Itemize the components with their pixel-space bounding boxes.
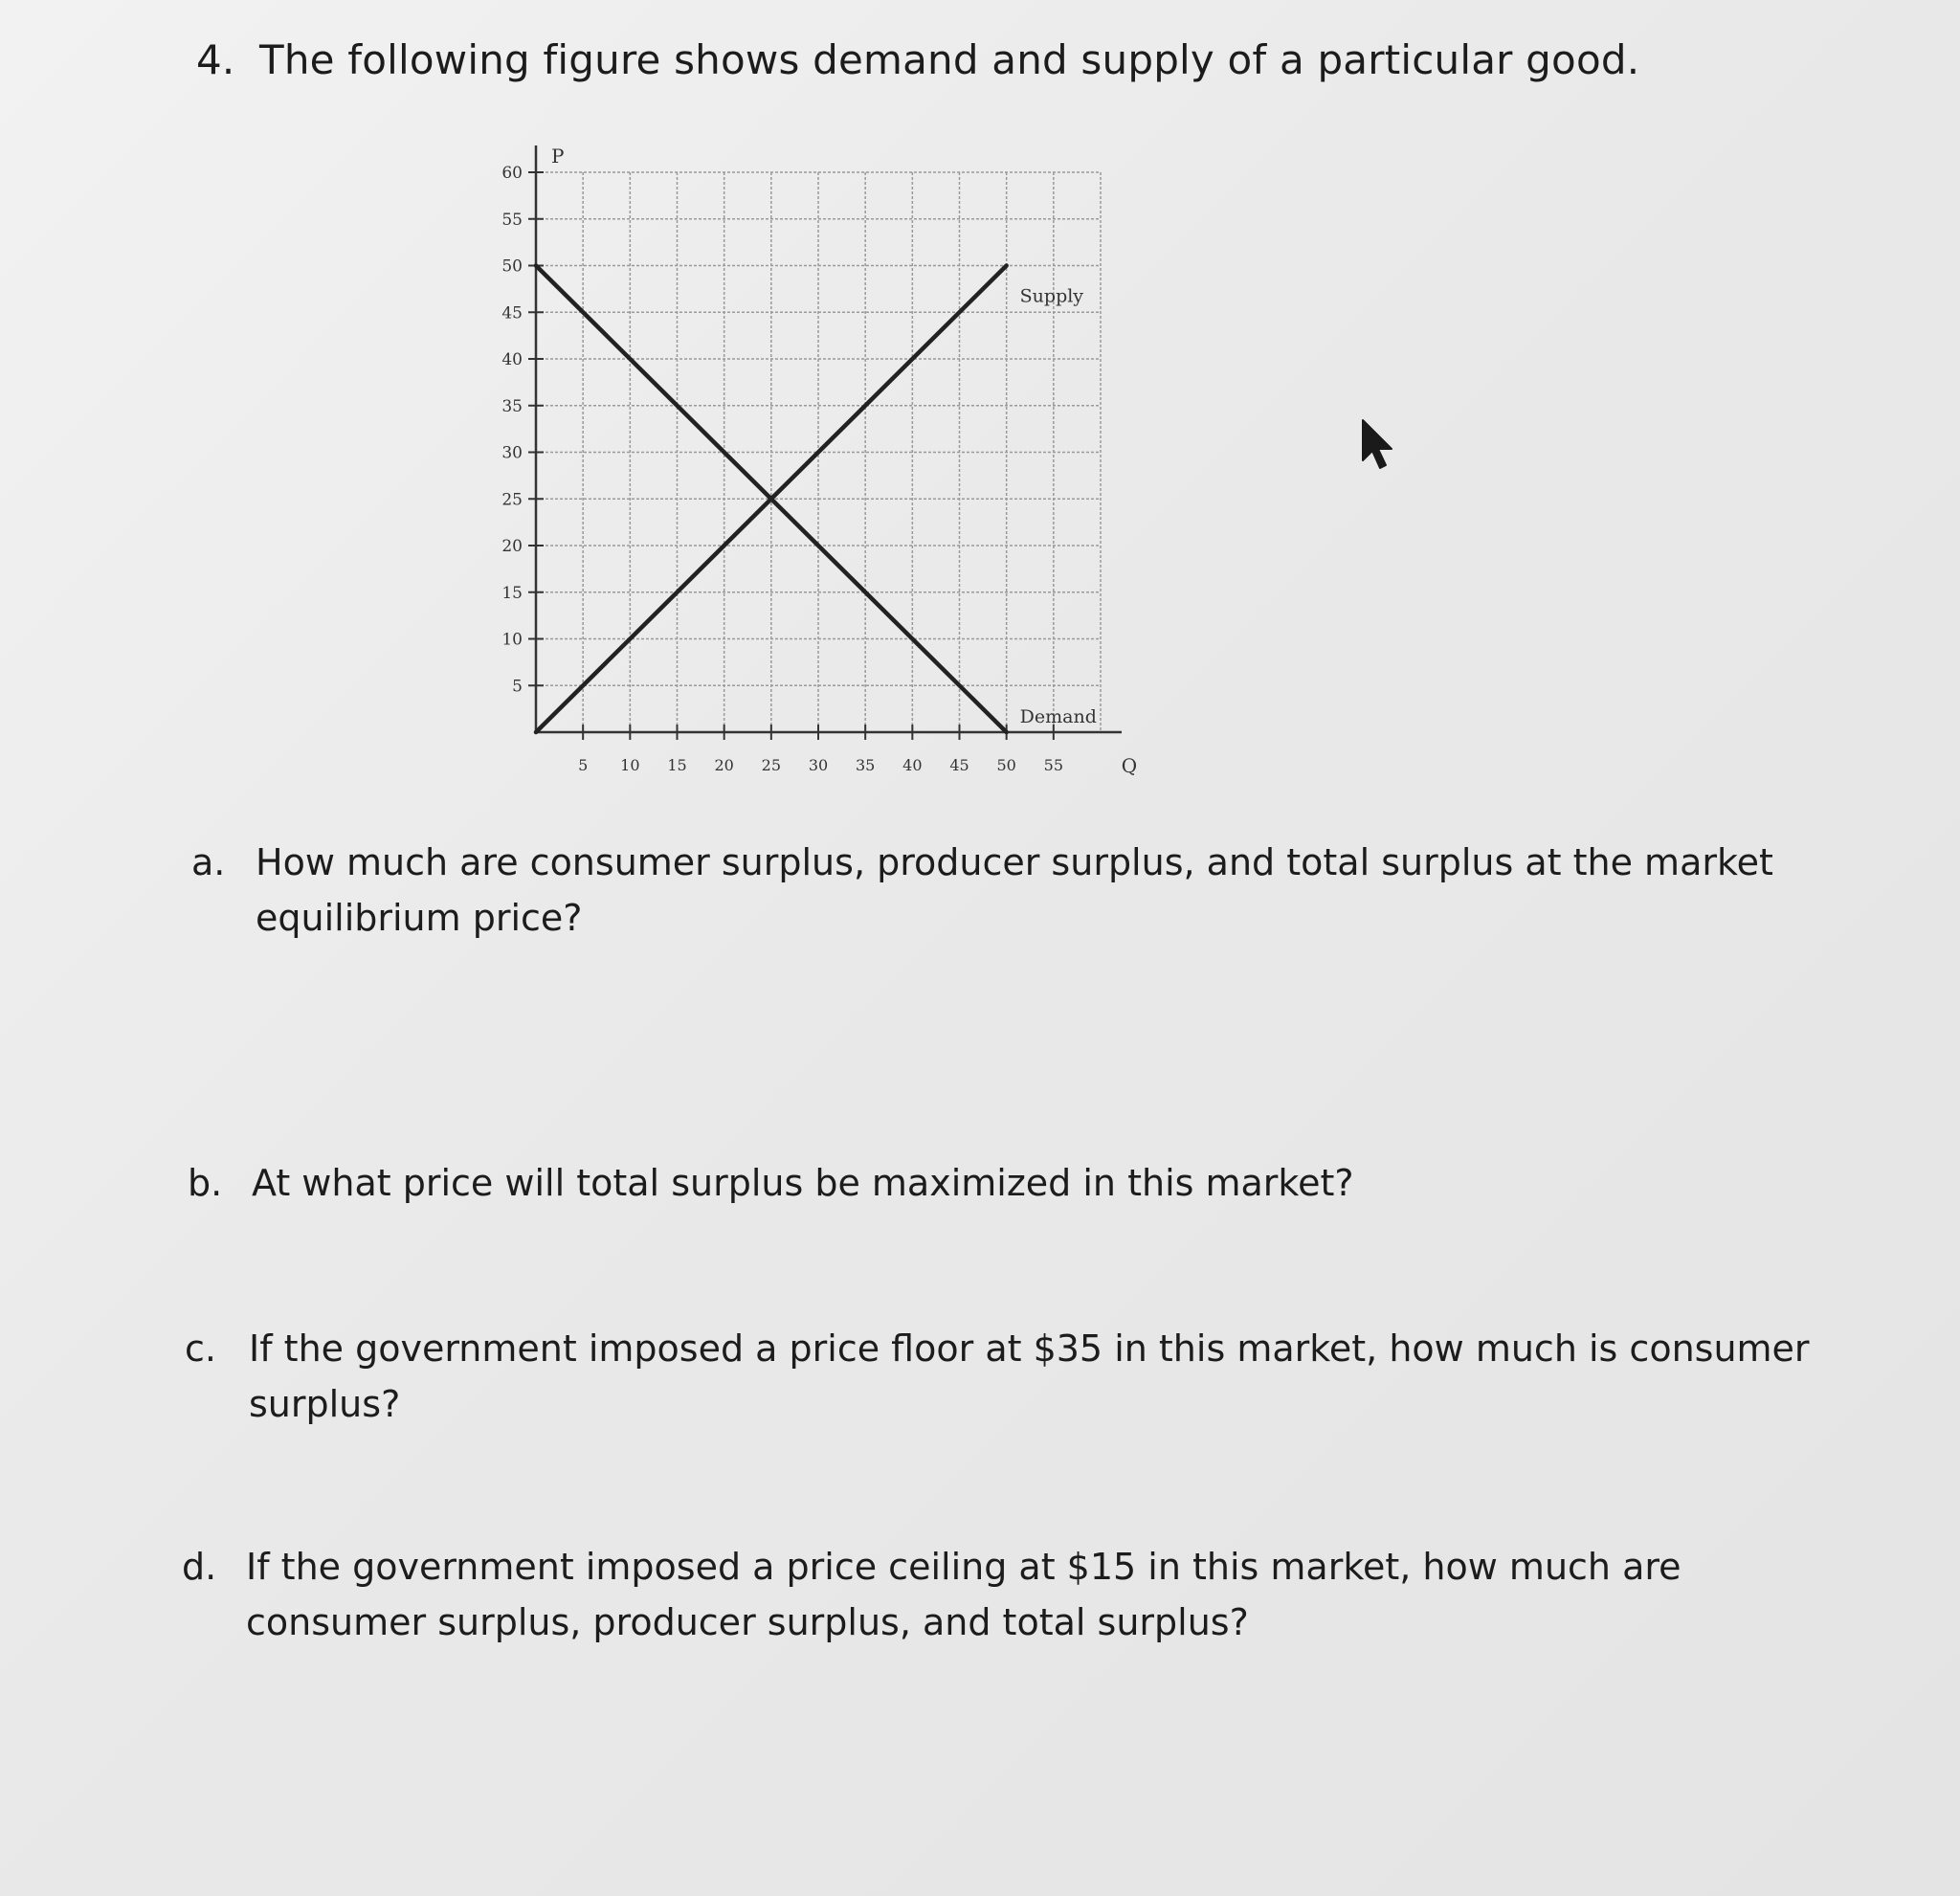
- x-tick-label-10: 10: [620, 756, 640, 774]
- curve-label-supply: Supply: [1019, 285, 1084, 307]
- x-tick-label-25: 25: [761, 756, 782, 774]
- y-tick-label-5: 5: [512, 677, 523, 697]
- y-axis-title: P: [551, 145, 565, 167]
- part-b-letter: b.: [188, 1162, 223, 1204]
- x-tick-label-30: 30: [808, 756, 829, 774]
- y-tick-label-40: 40: [501, 350, 523, 369]
- y-tick-label-45: 45: [501, 303, 523, 323]
- part-c-letter: c.: [185, 1327, 216, 1370]
- question-number: 4.: [196, 36, 235, 83]
- part-b-text: [252, 1155, 1354, 1211]
- part-d-line-1: If the government imposed a price ceiling at $15 in this market, how much are: [246, 1546, 1682, 1588]
- part-a-text: [256, 835, 1773, 946]
- part-d-text: [246, 1539, 1682, 1650]
- x-tick-label-5: 5: [578, 756, 589, 774]
- x-tick-label-20: 20: [714, 756, 734, 774]
- part-a-line-2: equilibrium price?: [256, 897, 583, 939]
- question-text: The following figure shows demand and supply of a particular good.: [259, 36, 1640, 83]
- supply-demand-chart: [469, 132, 1158, 783]
- y-tick-label-20: 20: [501, 537, 523, 556]
- question-title: [196, 36, 1639, 83]
- x-tick-label-35: 35: [855, 756, 876, 774]
- y-tick-label-60: 60: [501, 164, 523, 183]
- y-tick-label-55: 55: [501, 210, 523, 230]
- y-tick-label-25: 25: [501, 490, 523, 510]
- y-tick-label-10: 10: [501, 630, 523, 650]
- part-a-line-1: How much are consumer surplus, producer surplus, and total surplus at the market: [256, 841, 1773, 883]
- x-tick-label-45: 45: [949, 756, 969, 774]
- chart-svg: [469, 132, 1158, 783]
- x-tick-label-55: 55: [1043, 756, 1064, 774]
- part-d-line-2: consumer surplus, producer surplus, and total surplus?: [246, 1601, 1249, 1643]
- y-tick-label-35: 35: [501, 396, 523, 416]
- x-tick-label-15: 15: [667, 756, 687, 774]
- arrow-cursor-icon: [1359, 418, 1397, 476]
- x-axis-title: Q: [1121, 754, 1138, 777]
- y-tick-label-15: 15: [501, 583, 523, 603]
- part-c-line-2: surplus?: [249, 1383, 401, 1425]
- chart-labels: [501, 145, 1137, 777]
- y-tick-label-30: 30: [501, 443, 523, 463]
- x-tick-label-50: 50: [996, 756, 1016, 774]
- part-d-letter: d.: [182, 1546, 217, 1588]
- x-tick-label-40: 40: [902, 756, 923, 774]
- part-c-line-1: If the government imposed a price floor at $35 in this market, how much is consumer: [249, 1327, 1810, 1370]
- y-tick-label-50: 50: [501, 257, 523, 277]
- part-a-letter: a.: [191, 841, 226, 883]
- part-b-line-1: At what price will total surplus be maximized in this market?: [252, 1162, 1354, 1204]
- curve-label-demand: Demand: [1019, 706, 1097, 727]
- part-c-text: [249, 1321, 1810, 1432]
